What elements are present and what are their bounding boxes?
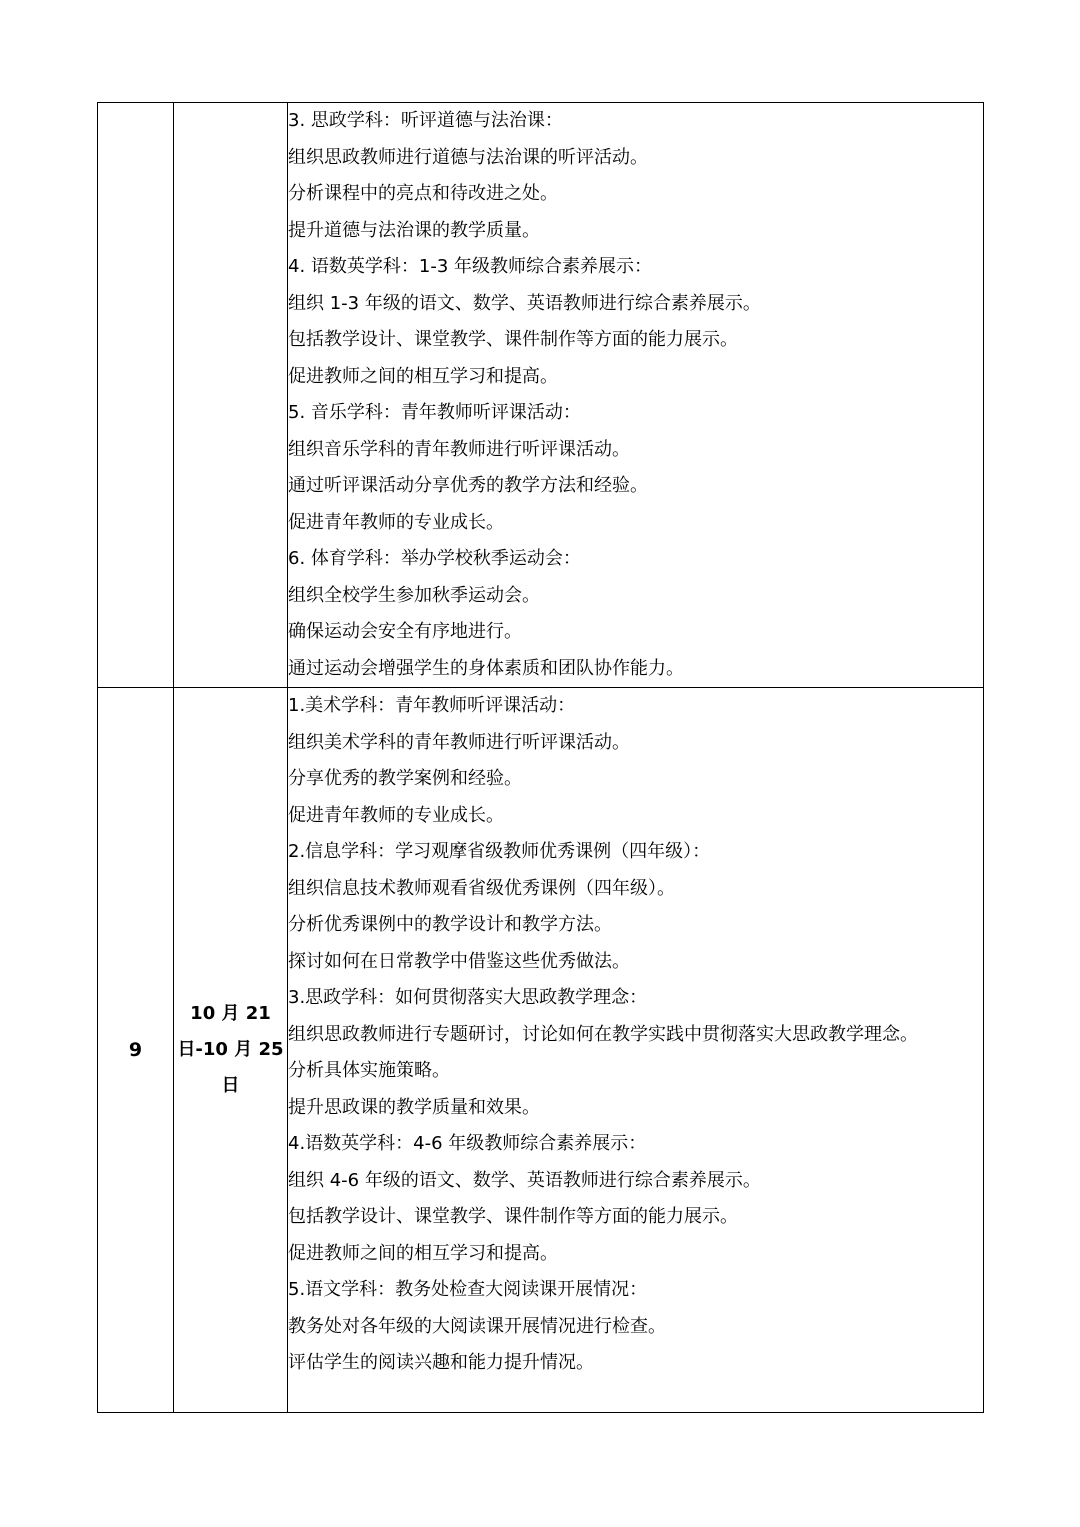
content-line: 确保运动会安全有序地进行。 [288,621,522,642]
content-line: 4.语数英学科：4-6 年级教师综合素养展示： [288,1133,647,1154]
table-row [98,103,984,688]
content-line: 5. 音乐学科：青年教师听评课活动： [288,402,581,423]
table-row [98,688,984,1413]
content-line: 促进教师之间的相互学习和提高。 [288,365,558,387]
content-line: 提升思政课的教学质量和效果。 [288,1096,540,1118]
content-line: 5.语文学科：教务处检查大阅读课开展情况： [288,1279,648,1300]
content-line: 包括教学设计、课堂教学、课件制作等方面的能力展示。 [288,1206,738,1227]
content-line: 3. 思政学科：听评道德与法治课： [288,110,563,131]
content-line: 组织思政教师进行道德与法治课的听评活动。 [288,146,648,168]
content-line: 分析具体实施策略。 [288,1060,450,1081]
date-cell: 10 月 21 日-10 月 25 日 [174,688,288,1413]
content-line: 组织信息技术教师观看省级优秀课例（四年级）。 [288,877,675,899]
content-line: 提升道德与法治课的教学质量。 [288,219,540,241]
content-line: 4. 语数英学科：1-3 年级教师综合素养展示： [288,256,653,277]
content-line: 评估学生的阅读兴趣和能力提升情况。 [288,1352,594,1373]
content-line: 组织全校学生参加秋季运动会。 [288,584,540,606]
content-line: 组织美术学科的青年教师进行听评课活动。 [288,731,630,753]
content-line: 组织音乐学科的青年教师进行听评课活动。 [288,438,630,460]
content-line: 探讨如何在日常教学中借鉴这些优秀做法。 [288,950,630,972]
schedule-table [97,102,984,1413]
content-line: 促进青年教师的专业成长。 [288,511,504,533]
content-line: 通过运动会增强学生的身体素质和团队协作能力。 [288,657,684,679]
content-line: 促进青年教师的专业成长。 [288,804,504,826]
content-line: 促进教师之间的相互学习和提高。 [288,1242,558,1264]
content-line: 3.思政学科：如何贯彻落实大思政教学理念： [288,987,648,1008]
content-line: 组织 4-6 年级的语文、数学、英语教师进行综合素养展示。 [288,1169,761,1191]
content-line: 组织思政教师进行专题研讨，讨论如何在教学实践中贯彻落实大思政教学理念。 [288,1023,918,1045]
content-line: 教务处对各年级的大阅读课开展情况进行检查。 [288,1315,666,1337]
content-cell [288,688,984,1413]
content-line: 组织 1-3 年级的语文、数学、英语教师进行综合素养展示。 [288,292,761,314]
content-line: 分享优秀的教学案例和经验。 [288,768,522,789]
content-line: 分析优秀课例中的教学设计和教学方法。 [288,914,612,935]
content-line: 1.美术学科：青年教师听评课活动： [288,695,576,716]
content-line: 分析课程中的亮点和待改进之处。 [288,183,558,204]
content-line: 包括教学设计、课堂教学、课件制作等方面的能力展示。 [288,329,738,350]
week-number-cell: 9 [98,688,174,1413]
content-line: 通过听评课活动分享优秀的教学方法和经验。 [288,475,648,496]
date-cell [174,103,288,688]
content-line: 6. 体育学科：举办学校秋季运动会： [288,548,581,569]
content-line: 2.信息学科：学习观摩省级教师优秀课例（四年级）： [288,841,711,862]
content-cell [288,103,984,688]
week-number-cell [98,103,174,688]
